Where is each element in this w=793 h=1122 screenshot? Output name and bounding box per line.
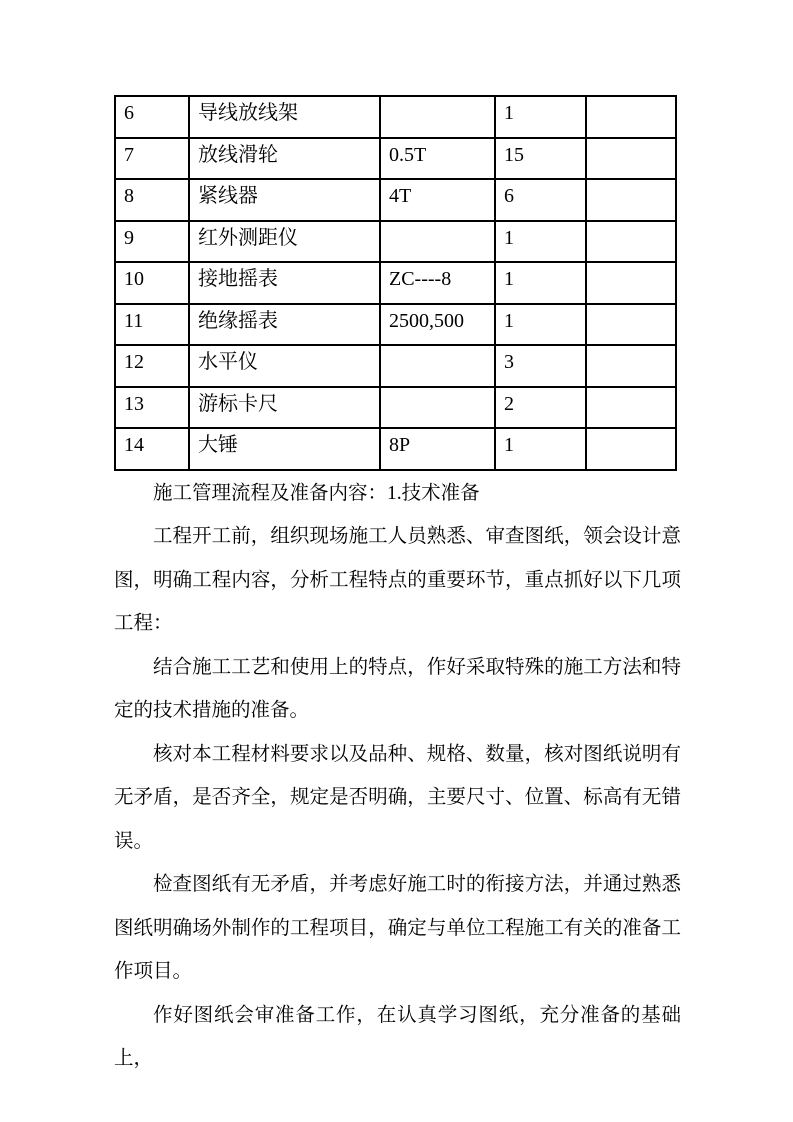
cell-quantity: 2 [495, 387, 586, 429]
table-row [115, 345, 676, 387]
cell-name: 大锤 [189, 428, 380, 470]
cell-remark [586, 179, 676, 221]
cell-quantity: 3 [495, 345, 586, 387]
cell-remark [586, 221, 676, 263]
table-row [115, 387, 676, 429]
cell-name: 绝缘摇表 [189, 304, 380, 346]
table-row [115, 262, 676, 304]
cell-quantity: 1 [495, 304, 586, 346]
cell-name: 导线放线架 [189, 96, 380, 138]
paragraph-heading: 施工管理流程及准备内容：1.技术准备 [153, 482, 480, 504]
cell-number: 10 [115, 262, 189, 304]
cell-number: 8 [115, 179, 189, 221]
table-row [115, 221, 676, 263]
cell-name: 放线滑轮 [189, 138, 380, 180]
cell-spec [380, 387, 495, 429]
cell-number: 6 [115, 96, 189, 138]
cell-name: 水平仪 [189, 345, 380, 387]
cell-remark [586, 96, 676, 138]
paragraph: 检查图纸有无矛盾，并考虑好施工时的衔接方法，并通过熟悉图纸明确场外制作的工程项目，确定与单位工程施工有关的准备工作项目。 [114, 874, 681, 982]
cell-quantity: 1 [495, 262, 586, 304]
cell-name: 接地摇表 [189, 262, 380, 304]
cell-spec [380, 96, 495, 138]
paragraph: 作好图纸会审准备工作，在认真学习图纸，充分准备的基础上， [114, 1004, 681, 1069]
cell-spec [380, 345, 495, 387]
table-row [115, 304, 676, 346]
cell-spec: 8P [380, 428, 495, 470]
cell-quantity: 1 [495, 96, 586, 138]
cell-number: 11 [115, 304, 189, 346]
cell-spec: 0.5T [380, 138, 495, 180]
cell-quantity: 6 [495, 179, 586, 221]
cell-number: 14 [115, 428, 189, 470]
cell-number: 12 [115, 345, 189, 387]
cell-number: 13 [115, 387, 189, 429]
paragraph: 核对本工程材料要求以及品种、规格、数量，核对图纸说明有无矛盾，是否齐全，规定是否明确，主要尺寸、位置、标高有无错误。 [114, 743, 681, 852]
document-body [114, 472, 681, 1081]
cell-remark [586, 262, 676, 304]
table-row [115, 96, 676, 138]
cell-spec: 4T [380, 179, 495, 221]
paragraph: 结合施工工艺和使用上的特点，作好采取特殊的施工方法和特定的技术措施的准备。 [114, 656, 681, 721]
cell-number: 9 [115, 221, 189, 263]
cell-name: 红外测距仪 [189, 221, 380, 263]
cell-spec: ZC----8 [380, 262, 495, 304]
paragraph: 工程开工前，组织现场施工人员熟悉、审查图纸，领会设计意图，明确工程内容，分析工程特点的重要环节，重点抓好以下几项工程： [114, 526, 681, 634]
cell-remark [586, 304, 676, 346]
table-row [115, 138, 676, 180]
cell-remark [586, 345, 676, 387]
cell-number: 7 [115, 138, 189, 180]
cell-remark [586, 428, 676, 470]
cell-quantity: 15 [495, 138, 586, 180]
cell-name: 游标卡尺 [189, 387, 380, 429]
cell-remark [586, 138, 676, 180]
table-row [115, 179, 676, 221]
equipment-table [114, 95, 677, 471]
cell-spec [380, 221, 495, 263]
cell-quantity: 1 [495, 221, 586, 263]
cell-remark [586, 387, 676, 429]
cell-spec: 2500,500 [380, 304, 495, 346]
cell-name: 紧线器 [189, 179, 380, 221]
table-row [115, 428, 676, 470]
equipment-table-body [115, 96, 676, 470]
cell-quantity: 1 [495, 428, 586, 470]
document-page [114, 95, 681, 1081]
